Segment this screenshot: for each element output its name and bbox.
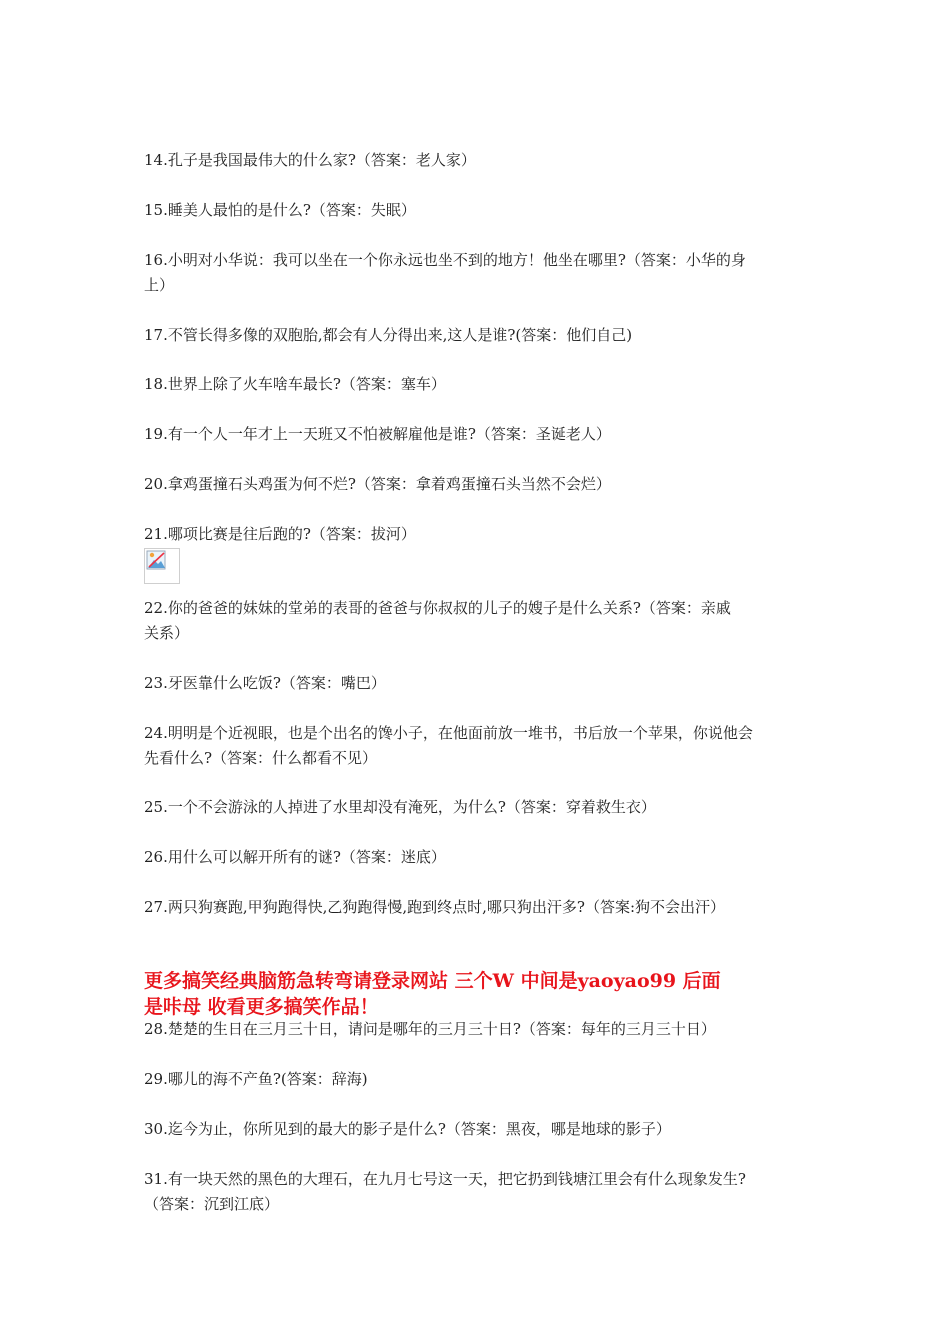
broken-image-icon [144, 548, 180, 584]
promo-line-2: 是咔母 收看更多搞笑作品！ [144, 996, 379, 1018]
question-20: 20.拿鸡蛋撞石头鸡蛋为何不烂?（答案：拿着鸡蛋撞石头当然不会烂） [144, 475, 611, 493]
question-16-line-2: 上） [144, 276, 175, 294]
question-17: 17.不管长得多像的双胞胎,都会有人分得出来,这人是谁?(答案：他们自己) [144, 326, 633, 344]
question-27: 27.两只狗赛跑,甲狗跑得快,乙狗跑得慢,跑到终点时,哪只狗出汗多?（答案:狗不会出汗） [144, 898, 726, 916]
question-26: 26.用什么可以解开所有的谜?（答案：迷底） [144, 848, 446, 866]
question-19: 19.有一个人一年才上一天班又不怕被解雇他是谁?（答案：圣诞老人） [144, 425, 611, 443]
question-14: 14.孔子是我国最伟大的什么家?（答案：老人家） [144, 151, 476, 169]
question-18: 18.世界上除了火车啥车最长?（答案：塞车） [144, 375, 446, 393]
question-15: 15.睡美人最怕的是什么?（答案：失眠） [144, 201, 416, 219]
question-22-line-2: 关系） [144, 624, 190, 642]
question-24-line-2: 先看什么?（答案：什么都看不见） [144, 749, 378, 767]
question-29: 29.哪儿的海不产鱼?(答案：辞海) [144, 1070, 368, 1088]
question-30: 30.迄今为止，你所见到的最大的影子是什么?（答案：黑夜，哪是地球的影子） [144, 1120, 671, 1138]
promo-line-1: 更多搞笑经典脑筋急转弯请登录网站 三个W 中间是yaoyao99 后面 [144, 970, 721, 992]
question-31-line-1: 31.有一块天然的黑色的大理石，在九月七号这一天，把它扔到钱塘江里会有什么现象发生? [144, 1170, 746, 1188]
question-24-line-1: 24.明明是个近视眼，也是个出名的馋小子，在他面前放一堆书，书后放一个苹果，你说他会 [144, 724, 753, 742]
question-31-line-2: （答案：沉到江底） [144, 1195, 280, 1213]
question-22-line-1: 22.你的爸爸的妹妹的堂弟的表哥的爸爸与你叔叔的儿子的嫂子是什么关系?（答案：亲戚 [144, 599, 731, 617]
question-23: 23.牙医靠什么吃饭?（答案：嘴巴） [144, 674, 386, 692]
question-21: 21.哪项比赛是往后跑的?（答案：拔河） [144, 525, 416, 543]
question-25: 25.一个不会游泳的人掉进了水里却没有淹死，为什么?（答案：穿着救生衣） [144, 798, 656, 816]
question-28: 28.楚楚的生日在三月三十日，请问是哪年的三月三十日?（答案：每年的三月三十日） [144, 1020, 716, 1038]
question-16-line-1: 16.小明对小华说：我可以坐在一个你永远也坐不到的地方！他坐在哪里?（答案：小华的身 [144, 251, 746, 269]
